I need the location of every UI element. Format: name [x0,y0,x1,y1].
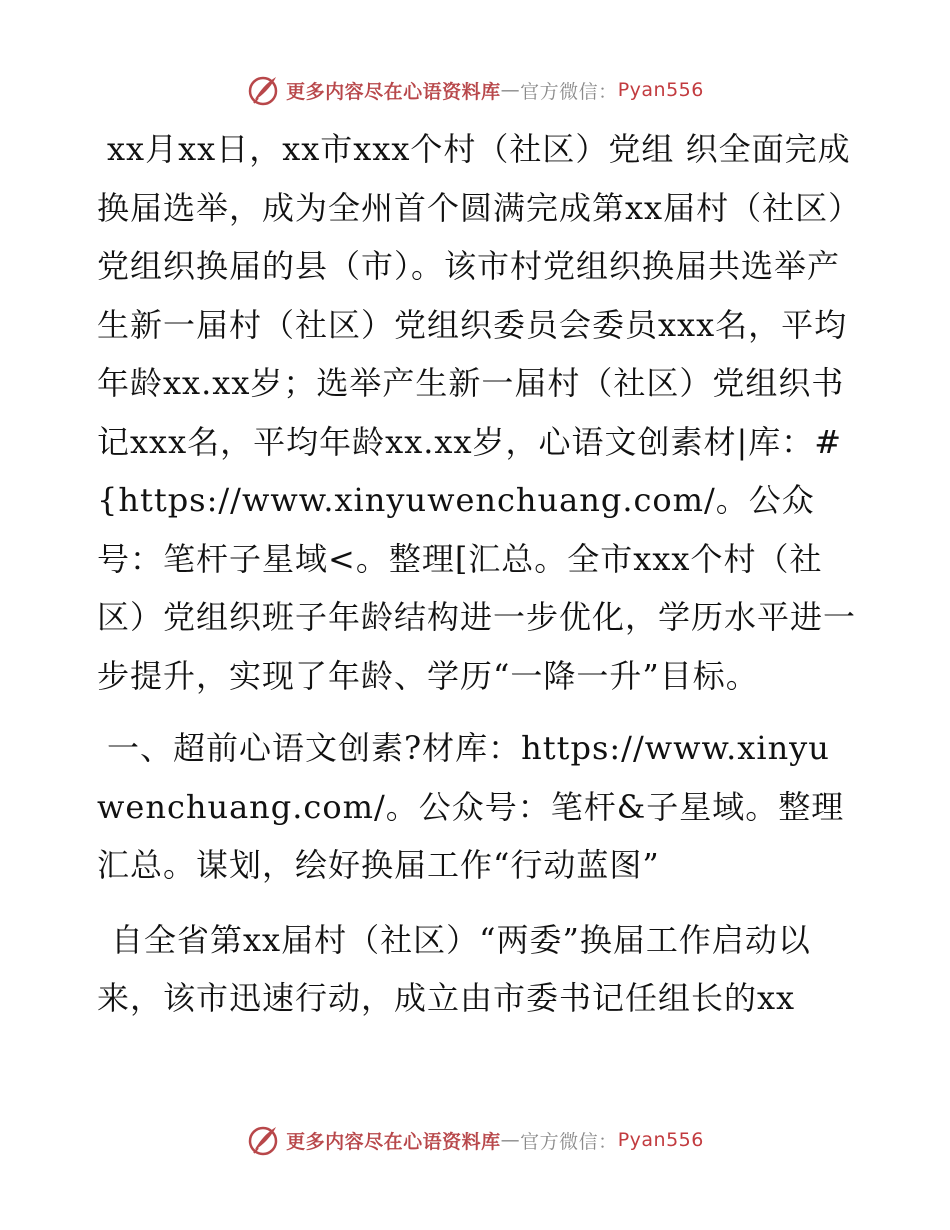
watermark-wechat-label: 官方微信： [520,80,618,103]
watermark-banner-top [0,70,950,110]
watermark-dash: — [500,79,521,101]
watermark-wechat-id: Pyan556 [617,1129,704,1151]
watermark-dash: — [500,1129,521,1151]
section-heading-1: 一、超前心语文创素?材库：https://www.xinyuwenchuang.com/。公众号：笔杆&子星域。整理汇总。谋划，绘好换届工作“行动蓝图” [97,729,845,884]
paragraph-intro: xx月xx日，xx市xxx个村（社区）党组 织全面完成换届选举，成为全州首个圆满完成第xx届村（社区）党组织换届的县（市）。该市村党组织换届共选举产生新一届村（社区）党组织委员会委员xxx名，平均年龄xx.xx岁；选举产生新一届村（社区）党组织书记xxx名，平均年龄xx.xx岁，心语文创素材|库：#{https://www.xinyuwenchuang.com/。公众号：笔杆子星域<。整理[汇总。全市xxx个村（社区）党组织班子年龄结构进一步优化，学历水平进一步提升，实现了年龄、学历“一降一升”目标。 [97,130,857,695]
watermark-wechat-id: Pyan556 [617,79,704,101]
document-body [97,120,857,1028]
quill-pen-logo-icon [246,73,280,107]
quill-pen-logo-icon [246,1123,280,1157]
watermark-wechat-label: 官方微信： [520,1130,618,1153]
watermark-main-text: 更多内容尽在心语资料库 [286,1130,501,1153]
paragraph-section-1: 自全省第xx届村（社区）“两委”换届工作启动以来，该市迅速行动，成立由市委书记任组长的xx [97,920,811,1017]
watermark-banner-bottom [0,1120,950,1160]
watermark-main-text: 更多内容尽在心语资料库 [286,80,501,103]
